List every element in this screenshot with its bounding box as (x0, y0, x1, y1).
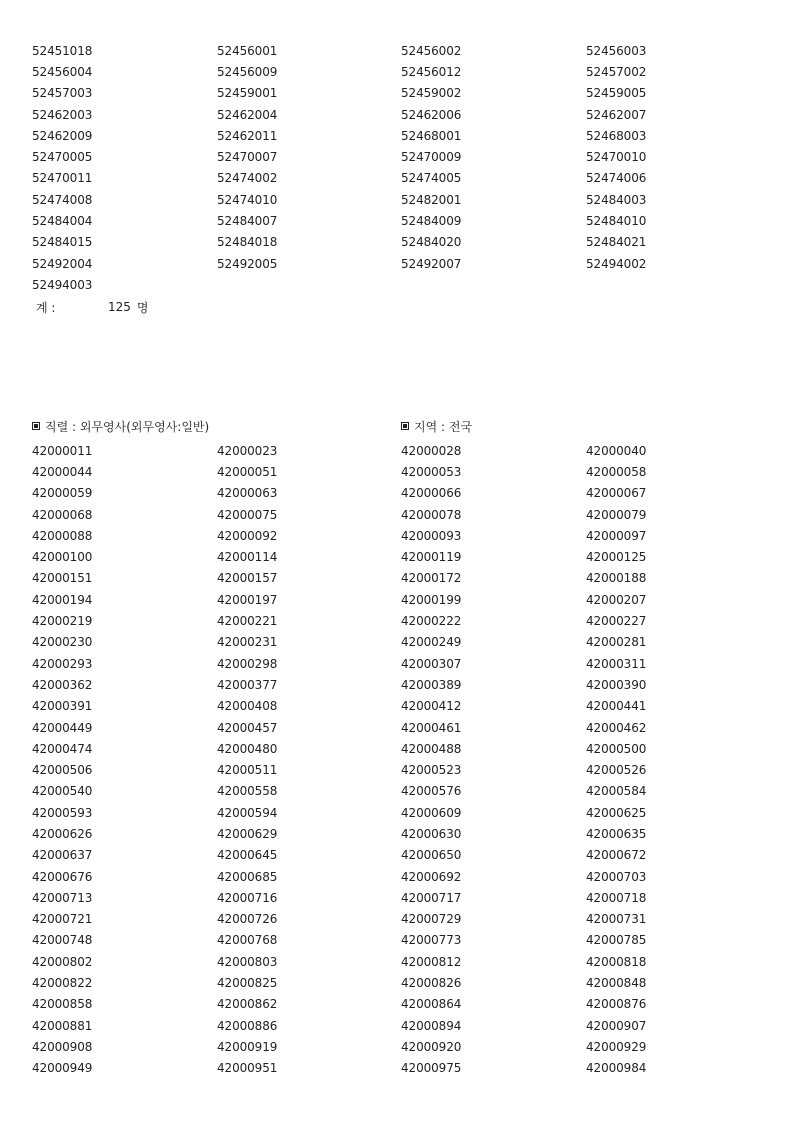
number-entry: 42000488 (401, 741, 462, 756)
number-entry: 52462003 (32, 107, 93, 122)
number-entry: 42000067 (586, 486, 647, 501)
number-entry: 42000848 (586, 976, 647, 991)
number-entry: 42000088 (32, 528, 93, 543)
number-entry: 42000449 (32, 720, 93, 735)
number-entry: 42000558 (217, 784, 278, 799)
number-entry: 52457003 (32, 86, 93, 101)
number-entry: 42000584 (586, 784, 647, 799)
number-entry: 42000716 (217, 890, 278, 905)
number-entry: 42000092 (217, 528, 278, 543)
number-entry: 42000293 (32, 656, 93, 671)
number-entry: 42000822 (32, 976, 93, 991)
number-entry: 42000593 (32, 805, 93, 820)
number-entry: 42000825 (217, 976, 278, 991)
number-entry: 42000231 (217, 635, 278, 650)
number-entry: 52470011 (32, 171, 93, 186)
number-entry: 42000474 (32, 741, 93, 756)
job-series-label: 직렬 : 외무영사(외무영사:일반) (45, 419, 210, 434)
number-entry: 42000635 (586, 826, 647, 841)
number-entry: 52462009 (32, 128, 93, 143)
number-entry: 42000773 (401, 933, 462, 948)
filled-square-icon (401, 422, 409, 430)
number-entry: 42000311 (586, 656, 647, 671)
number-entry: 42000207 (586, 592, 647, 607)
number-entry: 42000812 (401, 954, 462, 969)
number-entry: 52484010 (586, 214, 647, 229)
number-entry: 42000692 (401, 869, 462, 884)
number-entry: 52470007 (217, 150, 278, 165)
number-entry: 42000803 (217, 954, 278, 969)
number-entry: 42000506 (32, 763, 93, 778)
number-entry: 42000125 (586, 550, 647, 565)
number-entry: 42000188 (586, 571, 647, 586)
number-entry: 42000100 (32, 550, 93, 565)
number-entry: 42000920 (401, 1039, 462, 1054)
number-entry: 52484021 (586, 235, 647, 250)
number-entry: 42000629 (217, 826, 278, 841)
number-entry: 52484009 (401, 214, 462, 229)
top-number-list (32, 40, 752, 296)
number-entry: 52457002 (586, 64, 647, 79)
number-entry: 42000222 (401, 614, 462, 629)
number-entry: 42000051 (217, 464, 278, 479)
number-entry: 52459002 (401, 86, 462, 101)
total-label: 계 : (36, 300, 56, 315)
number-entry: 42000441 (586, 699, 647, 714)
filled-square-icon (32, 422, 40, 430)
number-entry: 52470005 (32, 150, 93, 165)
number-entry: 52470010 (586, 150, 647, 165)
number-entry: 52462011 (217, 128, 278, 143)
number-entry: 42000919 (217, 1039, 278, 1054)
number-entry: 42000412 (401, 699, 462, 714)
number-entry: 42000713 (32, 890, 93, 905)
number-entry: 42000197 (217, 592, 278, 607)
region-label: 지역 : 전국 (414, 419, 473, 434)
number-entry: 42000227 (586, 614, 647, 629)
number-entry: 42000526 (586, 763, 647, 778)
number-entry: 52484015 (32, 235, 93, 250)
number-entry: 42000881 (32, 1018, 93, 1033)
number-entry: 42000949 (32, 1061, 93, 1076)
number-entry: 52456009 (217, 64, 278, 79)
number-entry: 42000576 (401, 784, 462, 799)
number-entry: 52456004 (32, 64, 93, 79)
number-entry: 42000858 (32, 997, 93, 1012)
number-entry: 42000685 (217, 869, 278, 884)
number-entry: 42000391 (32, 699, 93, 714)
number-entry: 42000059 (32, 486, 93, 501)
number-entry: 52484004 (32, 214, 93, 229)
number-entry: 42000221 (217, 614, 278, 629)
number-entry: 42000826 (401, 976, 462, 991)
number-entry: 42000408 (217, 699, 278, 714)
number-entry: 52462007 (586, 107, 647, 122)
number-entry: 42000864 (401, 997, 462, 1012)
number-entry: 42000075 (217, 507, 278, 522)
number-entry: 42000523 (401, 763, 462, 778)
section-header (32, 417, 752, 435)
number-entry: 42000726 (217, 912, 278, 927)
number-entry: 42000511 (217, 763, 278, 778)
number-entry: 52494002 (586, 256, 647, 271)
number-entry: 42000630 (401, 826, 462, 841)
number-entry: 42000894 (401, 1018, 462, 1033)
number-entry: 42000862 (217, 997, 278, 1012)
number-entry: 52451018 (32, 43, 93, 58)
number-entry: 42000058 (586, 464, 647, 479)
number-entry: 42000457 (217, 720, 278, 735)
total-unit: 명 (136, 300, 149, 315)
number-entry: 42000609 (401, 805, 462, 820)
number-entry: 42000540 (32, 784, 93, 799)
number-entry: 42000194 (32, 592, 93, 607)
number-entry: 42000907 (586, 1018, 647, 1033)
number-entry: 52474010 (217, 192, 278, 207)
number-entry: 42000298 (217, 656, 278, 671)
number-entry: 42000768 (217, 933, 278, 948)
total-count: 125 (108, 300, 131, 314)
number-entry: 52494003 (32, 277, 93, 292)
number-entry: 42000637 (32, 848, 93, 863)
number-entry: 42000307 (401, 656, 462, 671)
total-row (36, 298, 149, 316)
number-entry: 42000068 (32, 507, 93, 522)
number-entry: 42000461 (401, 720, 462, 735)
number-entry: 52474002 (217, 171, 278, 186)
number-entry: 42000066 (401, 486, 462, 501)
number-entry: 42000802 (32, 954, 93, 969)
number-entry: 42000390 (586, 677, 647, 692)
number-entry: 52482001 (401, 192, 462, 207)
number-entry: 42000389 (401, 677, 462, 692)
number-entry: 42000462 (586, 720, 647, 735)
number-entry: 42000908 (32, 1039, 93, 1054)
number-entry: 52492005 (217, 256, 278, 271)
number-entry: 42000984 (586, 1061, 647, 1076)
number-entry: 42000731 (586, 912, 647, 927)
number-entry: 42000028 (401, 443, 462, 458)
number-entry: 42000625 (586, 805, 647, 820)
number-entry: 42000230 (32, 635, 93, 650)
number-entry: 42000053 (401, 464, 462, 479)
number-entry: 42000219 (32, 614, 93, 629)
number-entry: 52484003 (586, 192, 647, 207)
job-series-header (32, 418, 401, 435)
number-entry: 42000876 (586, 997, 647, 1012)
number-entry: 42000040 (586, 443, 647, 458)
number-entry: 42000199 (401, 592, 462, 607)
number-entry: 42000281 (586, 635, 647, 650)
number-entry: 42000249 (401, 635, 462, 650)
number-entry: 42000929 (586, 1039, 647, 1054)
number-entry: 52468001 (401, 128, 462, 143)
number-entry: 42000729 (401, 912, 462, 927)
number-entry: 52456012 (401, 64, 462, 79)
number-entry: 42000157 (217, 571, 278, 586)
number-entry: 52459001 (217, 86, 278, 101)
number-entry: 42000480 (217, 741, 278, 756)
number-entry: 42000594 (217, 805, 278, 820)
number-entry: 52468003 (586, 128, 647, 143)
number-entry: 42000362 (32, 677, 93, 692)
number-entry: 52459005 (586, 86, 647, 101)
number-entry: 42000172 (401, 571, 462, 586)
number-entry: 42000975 (401, 1061, 462, 1076)
number-entry: 52484007 (217, 214, 278, 229)
number-entry: 52470009 (401, 150, 462, 165)
number-entry: 42000748 (32, 933, 93, 948)
number-entry: 42000718 (586, 890, 647, 905)
number-entry: 42000721 (32, 912, 93, 927)
bottom-number-list (32, 440, 752, 1079)
number-entry: 52462004 (217, 107, 278, 122)
number-entry: 42000044 (32, 464, 93, 479)
number-entry: 52456001 (217, 43, 278, 58)
number-entry: 42000119 (401, 550, 462, 565)
number-entry: 52492004 (32, 256, 93, 271)
number-entry: 42000951 (217, 1061, 278, 1076)
number-entry: 42000377 (217, 677, 278, 692)
number-entry: 42000672 (586, 848, 647, 863)
number-entry: 52462006 (401, 107, 462, 122)
number-entry: 42000703 (586, 869, 647, 884)
number-entry: 42000717 (401, 890, 462, 905)
number-entry: 42000650 (401, 848, 462, 863)
number-entry: 52456002 (401, 43, 462, 58)
number-entry: 52484018 (217, 235, 278, 250)
number-entry: 42000114 (217, 550, 278, 565)
number-entry: 42000818 (586, 954, 647, 969)
number-entry: 42000079 (586, 507, 647, 522)
number-entry: 52474005 (401, 171, 462, 186)
number-entry: 42000626 (32, 826, 93, 841)
number-entry: 52474006 (586, 171, 647, 186)
number-entry: 42000500 (586, 741, 647, 756)
number-entry: 52456003 (586, 43, 647, 58)
number-entry: 42000676 (32, 869, 93, 884)
number-entry: 42000011 (32, 443, 93, 458)
number-entry: 42000886 (217, 1018, 278, 1033)
number-entry: 42000097 (586, 528, 647, 543)
number-entry: 42000023 (217, 443, 278, 458)
number-entry: 42000063 (217, 486, 278, 501)
number-entry: 42000093 (401, 528, 462, 543)
number-entry: 52492007 (401, 256, 462, 271)
region-header (401, 418, 472, 435)
number-entry: 42000078 (401, 507, 462, 522)
number-entry: 42000151 (32, 571, 93, 586)
number-entry: 52484020 (401, 235, 462, 250)
number-entry: 52474008 (32, 192, 93, 207)
number-entry: 42000645 (217, 848, 278, 863)
number-entry: 42000785 (586, 933, 647, 948)
